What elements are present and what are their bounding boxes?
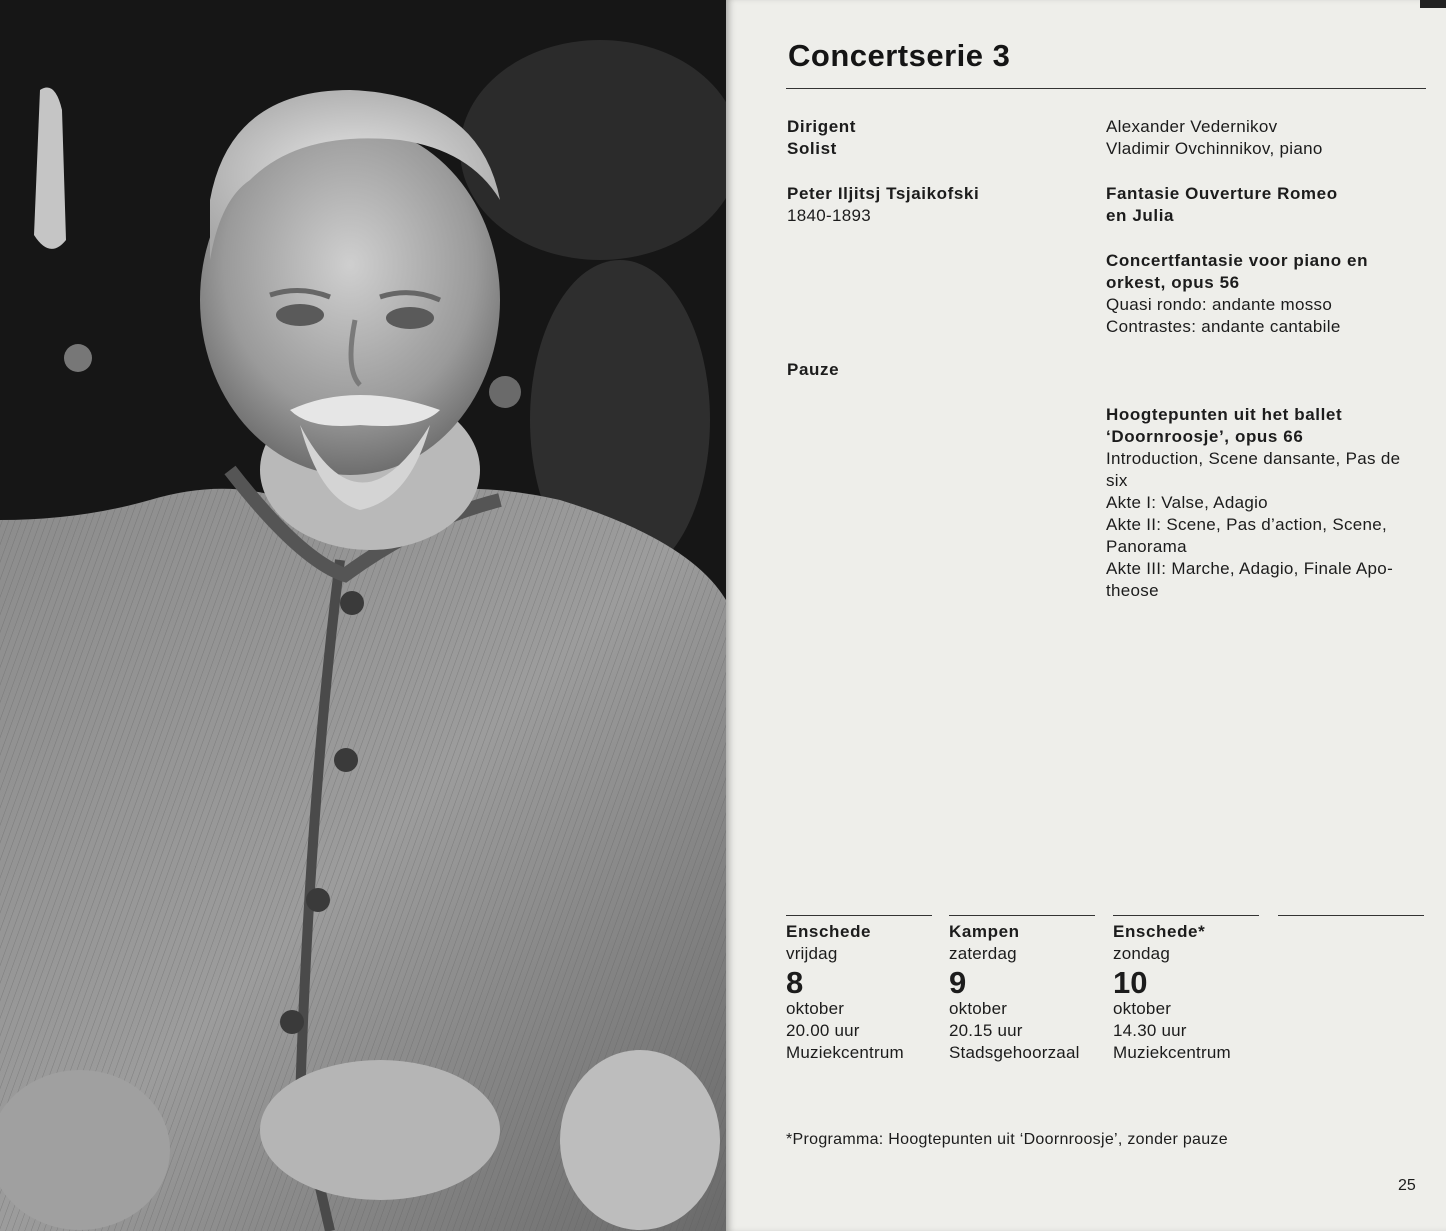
work-title: Hoogtepunten uit het ballet bbox=[1106, 405, 1343, 424]
work-part: Akte I: Valse, Adagio bbox=[1106, 493, 1268, 512]
date-divider bbox=[1278, 915, 1424, 916]
performance-month: oktober bbox=[1113, 999, 1172, 1018]
work-part: theose bbox=[1106, 581, 1159, 600]
performance-date bbox=[786, 921, 936, 1064]
performance-city: Enschede* bbox=[1113, 922, 1206, 941]
work-part: Akte III: Marche, Adagio, Finale Apo- bbox=[1106, 559, 1394, 578]
work-part: Introduction, Scene dansante, Pas de bbox=[1106, 449, 1401, 468]
composer-name: Peter Iljitsj Tsjaikofski bbox=[787, 184, 980, 203]
work-title: Concertfantasie voor piano en bbox=[1106, 251, 1369, 270]
performance-time: 20.15 uur bbox=[949, 1021, 1023, 1040]
performance-venue: Muziekcentrum bbox=[1113, 1043, 1231, 1062]
work-item bbox=[1106, 404, 1424, 602]
role-label-conductor: Dirigent bbox=[787, 117, 857, 136]
work-part: Quasi rondo: andante mosso bbox=[1106, 295, 1333, 314]
programme-page bbox=[726, 0, 1446, 1231]
performance-venue: Stadsgehoorzaal bbox=[949, 1043, 1080, 1062]
composer-years: 1840-1893 bbox=[787, 206, 871, 225]
title-divider bbox=[786, 88, 1426, 89]
performance-day: zaterdag bbox=[949, 944, 1017, 963]
work-part: Akte II: Scene, Pas d’action, Scene, bbox=[1106, 515, 1388, 534]
pause-label: Pauze bbox=[787, 360, 840, 379]
performance-day: zondag bbox=[1113, 944, 1170, 963]
work-part: Contrastes: andante cantabile bbox=[1106, 317, 1341, 336]
role-label-soloist: Solist bbox=[787, 139, 837, 158]
work-title: en Julia bbox=[1106, 206, 1175, 225]
performance-day: vrijdag bbox=[786, 944, 838, 963]
work-item bbox=[1106, 183, 1424, 227]
performance-month: oktober bbox=[949, 999, 1008, 1018]
performance-day-number: 9 bbox=[949, 965, 967, 1000]
work-part: Panorama bbox=[1106, 537, 1187, 556]
performance-month: oktober bbox=[786, 999, 845, 1018]
date-divider bbox=[1113, 915, 1259, 916]
work-title: Fantasie Ouverture Romeo bbox=[1106, 184, 1338, 203]
work-part: six bbox=[1106, 471, 1128, 490]
date-divider bbox=[949, 915, 1095, 916]
conductor-name: Alexander Vedernikov bbox=[1106, 117, 1278, 136]
work-title: orkest, opus 56 bbox=[1106, 273, 1240, 292]
page-edge bbox=[1420, 0, 1446, 8]
work-title: ‘Doornroosje’, opus 66 bbox=[1106, 427, 1304, 446]
soloist-name: Vladimir Ovchinnikov, piano bbox=[1106, 139, 1323, 158]
performance-day-number: 10 bbox=[1113, 965, 1148, 1000]
performance-day-number: 8 bbox=[786, 965, 804, 1000]
footnote: *Programma: Hoogtepunten uit ‘Doornroosje’, zonder pauze bbox=[786, 1131, 1228, 1148]
performance-time: 14.30 uur bbox=[1113, 1021, 1187, 1040]
work-item bbox=[1106, 250, 1424, 338]
performance-date bbox=[949, 921, 1099, 1064]
performance-time: 20.00 uur bbox=[786, 1021, 860, 1040]
performance-city: Kampen bbox=[949, 922, 1020, 941]
page-number: 25 bbox=[1398, 1177, 1416, 1194]
date-divider bbox=[786, 915, 932, 916]
performance-date bbox=[1113, 921, 1263, 1064]
page-title: Concertserie 3 bbox=[788, 38, 1011, 73]
performance-venue: Muziekcentrum bbox=[786, 1043, 904, 1062]
performance-city: Enschede bbox=[786, 922, 872, 941]
